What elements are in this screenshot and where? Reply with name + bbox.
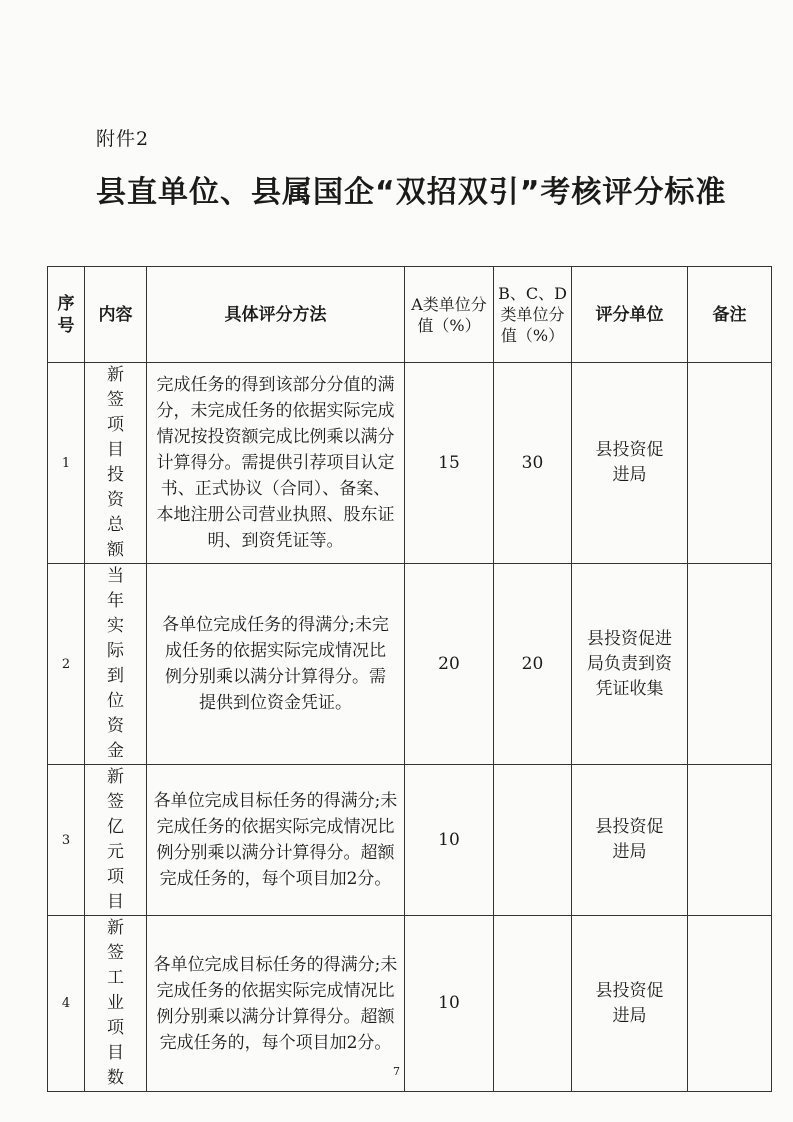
- row-unit: 县投资促进局: [572, 363, 688, 564]
- header-unit: 评分单位: [572, 267, 688, 363]
- row-unit: 县投资促进局负责到资凭证收集: [572, 564, 688, 765]
- row-remark: [688, 564, 772, 765]
- row-seq: 2: [48, 564, 85, 765]
- header-remark: 备注: [688, 267, 772, 363]
- header-score-a: A类单位分值（%）: [405, 267, 494, 363]
- row-method: 各单位完成目标任务的得满分;未完成任务的依据实际完成情况比例分别乘以满分计算得分。超额完成任务的，每个项目加2分。: [147, 765, 405, 916]
- row-unit: 县投资促进局: [572, 765, 688, 916]
- table-row: [48, 564, 772, 765]
- table-row: [48, 765, 772, 916]
- row-seq: 4: [48, 916, 85, 1092]
- table-row: [48, 363, 772, 564]
- row-score-bcd: [494, 765, 572, 916]
- header-content: 内容: [85, 267, 147, 363]
- attachment-label: 附件2: [96, 128, 150, 150]
- row-score-a: 10: [405, 765, 494, 916]
- row-unit: 县投资促进局: [572, 916, 688, 1092]
- header-method: 具体评分方法: [147, 267, 405, 363]
- row-content: 新签亿元项目: [85, 765, 147, 916]
- row-content: 当年实际到位资金: [85, 564, 147, 765]
- row-score-bcd: 30: [494, 363, 572, 564]
- row-method: 完成任务的得到该部分分值的满分，未完成任务的依据实际完成情况按投资额完成比例乘以满分计算得分。需提供引荐项目认定书、正式协议（合同）、备案、本地注册公司营业执照、股东证明、到资凭证等。: [147, 363, 405, 564]
- row-score-a: 20: [405, 564, 494, 765]
- scoring-table: [47, 266, 772, 1092]
- row-method: 各单位完成目标任务的得满分;未完成任务的依据实际完成情况比例分别乘以满分计算得分。超额完成任务的，每个项目加2分。: [147, 916, 405, 1092]
- row-seq: 1: [48, 363, 85, 564]
- row-remark: [688, 363, 772, 564]
- row-method: 各单位完成任务的得满分;未完成任务的依据实际完成情况比例分别乘以满分计算得分。需提供到位资金凭证。: [147, 564, 405, 765]
- page-number: 7: [393, 1065, 400, 1078]
- row-seq: 3: [48, 765, 85, 916]
- header-score-bcd: B、C、D类单位分值（%）: [494, 267, 572, 363]
- header-seq: 序号: [48, 267, 85, 363]
- document-title: 县直单位、县属国企“双招双引”考核评分标准: [96, 175, 727, 210]
- row-content: 新签工业项目数: [85, 916, 147, 1092]
- row-score-bcd: 20: [494, 564, 572, 765]
- row-content: 新签项目投资总额: [85, 363, 147, 564]
- header-row: [48, 267, 772, 363]
- row-score-a: 10: [405, 916, 494, 1092]
- row-score-a: 15: [405, 363, 494, 564]
- row-remark: [688, 765, 772, 916]
